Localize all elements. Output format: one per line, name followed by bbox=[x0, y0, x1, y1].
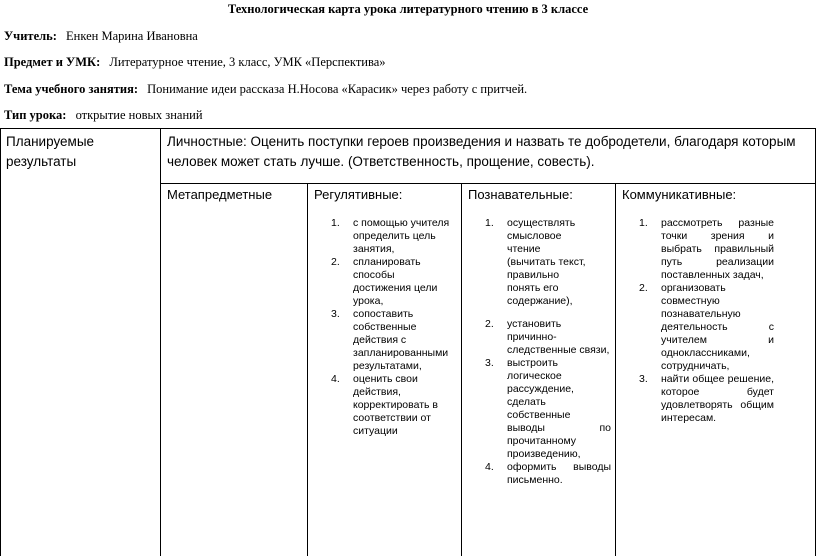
column-divider-1 bbox=[160, 128, 161, 556]
subject-value: Литературное чтение, 3 класс, УМК «Перспектива» bbox=[109, 55, 386, 69]
list-item: 3. найти общее решение, которое будет удовлетворять общим интересам. bbox=[639, 373, 774, 424]
document-title: Технологическая карта урока литературного чтению в 3 классе bbox=[227, 2, 589, 16]
lesson-type-row bbox=[4, 108, 203, 123]
list-item: 1. осуществлять смысловое чтение (вычитать текст, правильно понять его содержание), bbox=[485, 217, 586, 307]
list-item: 4. оценить свои действия, корректировать в соответствии от ситуации bbox=[331, 373, 438, 437]
regulative-list bbox=[331, 217, 453, 438]
regulative-header: Регулятивные: bbox=[314, 187, 403, 202]
communicative-header: Коммуникативные: bbox=[622, 187, 737, 202]
subject-label: Предмет и УМК: bbox=[4, 55, 101, 69]
list-item: 3. выстроить логическое рассуждение, сделать собственные выводы по прочитанному произведению, bbox=[485, 357, 611, 460]
column-divider-2 bbox=[307, 183, 308, 556]
column-divider-3 bbox=[461, 183, 462, 556]
teacher-value: Енкен Марина Ивановна bbox=[66, 29, 198, 43]
lesson-type-value: открытие новых знаний bbox=[75, 108, 203, 122]
list-item: 2. спланировать способы достижения цели урока, bbox=[331, 256, 438, 307]
teacher-row bbox=[4, 29, 198, 44]
cognitive-header: Познавательные: bbox=[468, 187, 573, 202]
column-divider-4 bbox=[615, 183, 616, 556]
communicative-list bbox=[639, 217, 774, 425]
teacher-label: Учитель: bbox=[4, 29, 57, 43]
planned-results-cell: Планируемые результаты bbox=[6, 134, 95, 169]
subject-row bbox=[4, 55, 386, 70]
topic-value: Понимание идеи рассказа Н.Носова «Карасик» через работу с притчей. bbox=[147, 82, 528, 96]
lesson-type-label: Тип урока: bbox=[4, 108, 67, 122]
cognitive-list bbox=[485, 217, 611, 487]
table-border-top bbox=[0, 128, 816, 129]
meta-subject-cell: Метапредметные bbox=[167, 187, 273, 202]
list-item: 3. сопоставить собственные действия с запланированными результатами, bbox=[331, 308, 449, 372]
list-item: 1. рассмотреть разные точки зрения и выбрать правильный путь реализации поставленных задач, bbox=[639, 217, 774, 281]
topic-row bbox=[4, 82, 527, 97]
list-item: 1. с помощью учителя определить цель занятия, bbox=[331, 217, 450, 255]
list-item: 2. установить причинно-следственные связи, bbox=[485, 318, 610, 356]
topic-label: Тема учебного занятия: bbox=[4, 82, 139, 96]
table-border-left bbox=[0, 128, 1, 556]
list-item: 2. организовать совместную познавательную деятельность с учителем и одноклассниками, сотрудничать, bbox=[639, 282, 774, 372]
row-divider bbox=[160, 183, 816, 184]
personal-results-cell: Личностные: Оценить поступки героев произведения и назвать те добродетели, благодаря которым человек может стать лучше. (Ответственность, прощение, совесть). bbox=[167, 134, 796, 169]
lesson-table bbox=[0, 128, 816, 556]
list-item: 4. оформить выводы письменно. bbox=[485, 461, 611, 486]
